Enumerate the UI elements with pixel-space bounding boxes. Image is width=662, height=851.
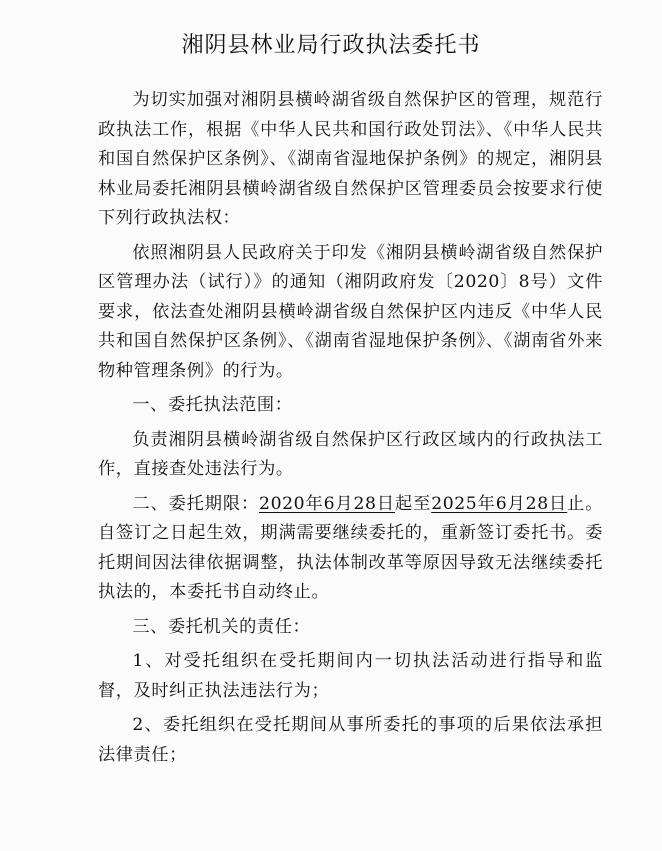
section1-heading: 一、委托执法范围： (132, 395, 293, 415)
section2-rest: 止。自签订之日起生效，期满需要继续委托的，重新签订委托书。委托期间因法律依据调整，执法体制改革等原因导致无法继续委托执法的，本委托书自动终止。 (98, 493, 604, 602)
intro-paragraph: 为切实加强对湘阴县横岭湖省级自然保护区的管理，规范行政执法工作，根据《中华人民共和国行政处罚法》、《中华人民共和国自然保护区条例》、《湖南省湿地保护条例》的规定，湘阴县林业局委托湘阴县横岭湖省级自然保护区管理委员会按要求行使下列行政执法权： (98, 90, 603, 228)
section2-end-date: 2025年6月28日 (431, 493, 568, 514)
document-title: 湘阴县林业局行政执法委托书 (181, 33, 481, 58)
section3-item-2: 2、委托组织在受托期间从事所委托的事项的后果依法承担法律责任； (98, 715, 603, 765)
document-body (98, 86, 603, 770)
section1-body: 负责湘阴县横岭湖省级自然保护区行政区域内的行政执法工作，直接查处违法行为。 (98, 429, 603, 479)
section2-paragraph (98, 490, 603, 608)
section2-mid: 起至 (395, 493, 432, 514)
section3-item-1: 1、对受托组织在受托期间内一切执法活动进行指导和监督，及时纠正执法违法行为； (98, 651, 603, 701)
basis-paragraph: 依照湘阴县人民政府关于印发《湘阴县横岭湖省级自然保护区管理办法（试行）》的通知（湘阴政府发〔2020〕8号）文件要求，依法查处湘阴县横岭湖省级自然保护区内违反《中华人民共和国自然保护区条例》、《湖南省湿地保护条例》、《湖南省外来物种管理条例》的行为。 (98, 242, 603, 381)
section2-start-date: 2020年6月28日 (259, 493, 395, 514)
section2-prefix: 二、委托期限： (132, 493, 260, 514)
section3-heading: 三、委托机关的责任： (132, 616, 311, 637)
